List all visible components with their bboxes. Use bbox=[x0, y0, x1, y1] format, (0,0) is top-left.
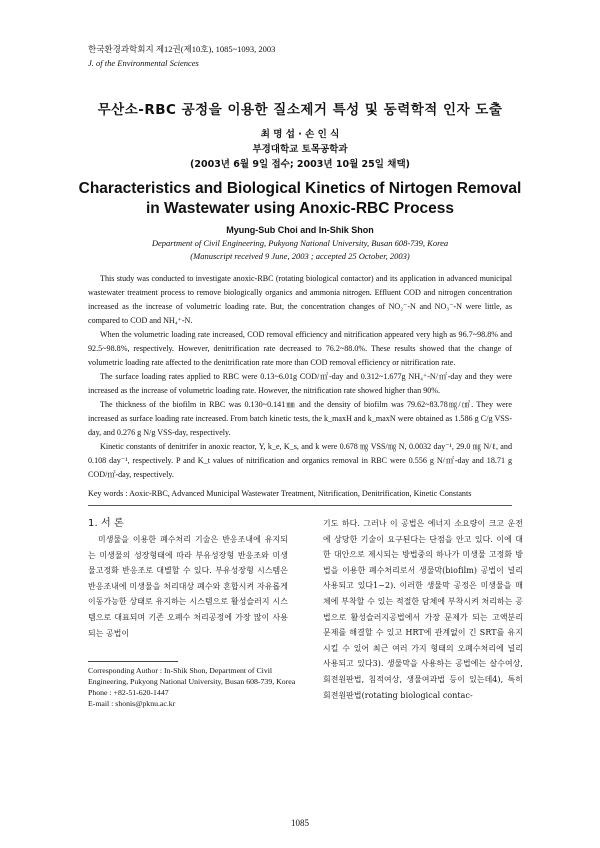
footnote-phone: Phone : +82-51-620-1447 bbox=[88, 688, 169, 697]
korean-title: 무산소-RBC 공정을 이용한 질소제거 특성 및 동력학적 인자 도출 bbox=[97, 102, 503, 118]
keywords: Key words : Aoxic-RBC, Advanced Municipal Wastewater Treatment, Nitrification, Denitrification, Kinetic Constants bbox=[88, 489, 472, 498]
introduction-left-text: 미생물을 이용한 폐수처리 기술은 반응조내에 유지되는 미생물의 성장형태에 따라 부유성장형 반응조와 미생물고정화 반응조로 대별할 수 있다. 부유성장형 시스템은 반응조내에 미생물을 처리대상 폐수와 혼합시켜 자유롭게 이동가능한 상태로 유지하는 시스템으로 활성슬러지 시스템으로 대표되며 기존 오폐수 처리공정에 가장 많이 사용되는 공법이 bbox=[88, 535, 288, 638]
footnote-email: E-mail : shonis@pknu.ac.kr bbox=[88, 699, 176, 708]
english-title-line1: Characteristics and Biological Kinetics of Nirtogen Removal bbox=[78, 180, 522, 197]
introduction-right-text: 기도 하다. 그러나 이 공법은 에너지 소요량이 크고 운전에 상당한 기술이 요구된다는 단점을 안고 있다. 이에 대한 대안으로 제시되는 방법중의 하나가 미생물 고정화 방법을 이용한 폐수처리로서 생물막(biofilm) 공법이 널리 사용되고 있다1~2). 이러한 생물막 공정은 미생물을 매체에 부착할 수 있는 적절한 담체에 부착시켜 처리하는 공법으로 활성슬러지공법에서 가장 문제가 되는 고액분리 문제를 해결할 수 있고 HRT에 관계없이 긴 SRT를 유지시킬 수 있어 최근 여러 가지 형태의 오폐수처리에 널리 사용되고 있다3). 생물막을 사용하는 공법에는 살수여상, 회전원판법, 침적여상, 생물여과법 등이 있는데4), 특히 회전원판법(rotating biological contac- bbox=[323, 519, 523, 700]
keywords-divider bbox=[88, 505, 512, 506]
english-received: (Manuscript received 9 June, 2003 ; accepted 25 October, 2003) bbox=[190, 251, 410, 261]
english-affiliation: Department of Civil Engineering, Pukyong National University, Busan 608-739, Korea bbox=[151, 238, 449, 248]
journal-english-line: J. of the Environmental Sciences bbox=[88, 58, 199, 68]
page-number: 1085 bbox=[291, 818, 309, 828]
korean-affiliation: 부경대학교 토목공학과 bbox=[252, 144, 348, 155]
footnote-divider bbox=[88, 661, 178, 662]
abstract-paragraph-4: The thickness of the biofilm in RBC was 0.130~0.141㎜ and the density of biofilm was 79.62~83.78㎎/㎤. They were increased as surface loading rate increased. From batch kinetic tests, the k_maxH and k_maxN were obtained as 1.586 g C/g VSS-day, and 0.276 g N/g VSS-day, respectively. bbox=[88, 400, 512, 437]
abstract-paragraph-3: The surface loading rates applied to RBC were 0.13~6.01g COD/㎡-day and 0.312~1.677g NH₄⁺-N/㎡-day and they were increased as the increase of volumetric loading rate. However, the nitrification rate showed higher than 90%. bbox=[88, 372, 512, 395]
right-column bbox=[323, 516, 523, 703]
abstract bbox=[88, 272, 512, 482]
left-column bbox=[88, 516, 288, 641]
abstract-paragraph-5: Kinetic constants of denitrifer in anoxic reactor, Y, k_e, K_s, and k were 0.678 ㎎ VSS/㎎ N, 0.0032 day⁻¹, 29.0 ㎎ N/ℓ, and 0.108 day⁻¹, respectively. P and K_t values of nitrification and organics removal in RBC were 0.556 g N/㎡-day and 18.71 g COD/㎡-day, respectively. bbox=[88, 442, 512, 479]
korean-authors: 최 명 섭 · 손 인 식 bbox=[260, 129, 340, 140]
journal-header bbox=[88, 42, 275, 70]
abstract-paragraph-2: When the volumetric loading rate increased, COD removal efficiency and nitrification appeared very high as 96.7~98.8% and 92.5~98.8%, respectively. However, denitrification rate decreased to 76.2~88.0%. These results showed that the change of volumetric loading rate affected to the denitrification rate more than COD removal efficiency or nitrification rate. bbox=[88, 330, 512, 367]
journal-korean-line: 한국환경과학회지 제12권(제10호), 1085~1093, 2003 bbox=[88, 44, 276, 54]
footnote-corresponding: Corresponding Author : In-Shik Shon, Department of Civil Engineering, Pukyong National University, Busan 608-739, Korea bbox=[88, 666, 296, 686]
korean-author-block bbox=[0, 127, 600, 172]
section-heading-introduction: 1. 서 론 bbox=[88, 518, 124, 529]
english-title bbox=[0, 179, 600, 219]
english-authors: Myung-Sub Choi and In-Shik Shon bbox=[226, 225, 374, 235]
korean-received: (2003년 6월 9일 접수; 2003년 10월 25일 채택) bbox=[190, 159, 410, 170]
corresponding-author-footnote bbox=[88, 665, 298, 709]
english-author-block bbox=[0, 224, 600, 263]
english-title-line2: in Wastewater using Anoxic-RBC Process bbox=[145, 200, 455, 217]
abstract-paragraph-1: This study was conducted to investigate anoxic-RBC (rotating biological contactor) and its application in advanced municipal wastewater treatment process to remove biologically organics and ammonia nitrogen. Effluent COD and nitrogen concentration increased as the increase of volumetric loading rate. But, the concentration changes of NO₂⁻-N and NO₃⁻-N were little, as compared to COD and NH₄⁺-N. bbox=[88, 274, 512, 325]
